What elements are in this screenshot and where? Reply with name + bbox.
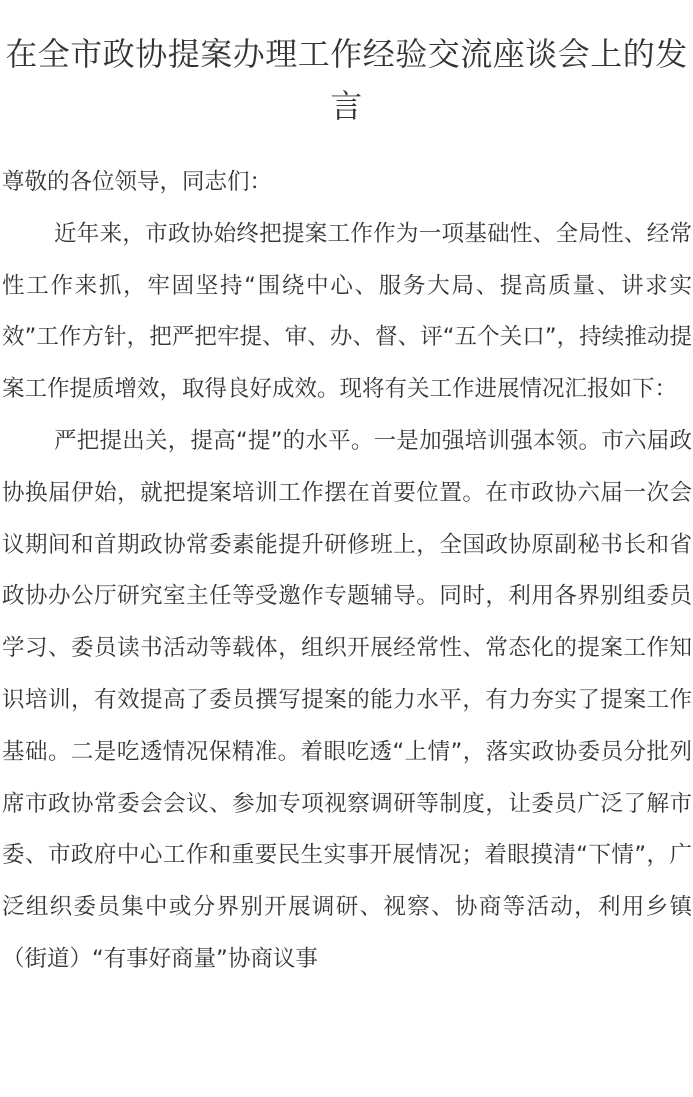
salutation: 尊敬的各位领导，同志们： [2, 169, 273, 195]
article-title: 在全市政协提案办理工作经验交流座谈会上的发言 [5, 35, 688, 125]
paragraph-proposal-quality: 严把提出关，提高“提”的水平。一是加强培训强本领。市六届政协换届伊始，就把提案培训工作摆在首要位置。在市政协六届一次会议期间和首期政协常委素能提升研修班上，全国政协原副秘书长和省政协办公厅研究室主任等受邀作专题辅导。同时，利用各界别组委员学习、委员读书活动等载体，组织开展经常性、常态化的提案工作知识培训，有效提高了委员撰写提案的能力水平，有力夯实了提案工作基础。二是吃透情况保精准。着眼吃透“上情”，落实政协委员分批列席市政协常委会会议、参加专项视察调研等制度，让委员广泛了解市委、市政府中心工作和重要民生实事开展情况；着眼摸清“下情”，广泛组织委员集中或分界别开展调研、视察、协商等活动，利用乡镇（街道）“有事好商量”协商议事 [2, 427, 692, 972]
article-body [2, 157, 692, 986]
paragraph-intro: 近年来，市政协始终把提案工作作为一项基础性、全局性、经常性工作来抓，牢固坚持“围绕中心、服务大局、提高质量、讲求实效”工作方针，把严把牢提、审、办、督、评“五个关口”，持续推动提案工作提质增效，取得良好成效。现将有关工作进展情况汇报如下： [2, 220, 692, 403]
